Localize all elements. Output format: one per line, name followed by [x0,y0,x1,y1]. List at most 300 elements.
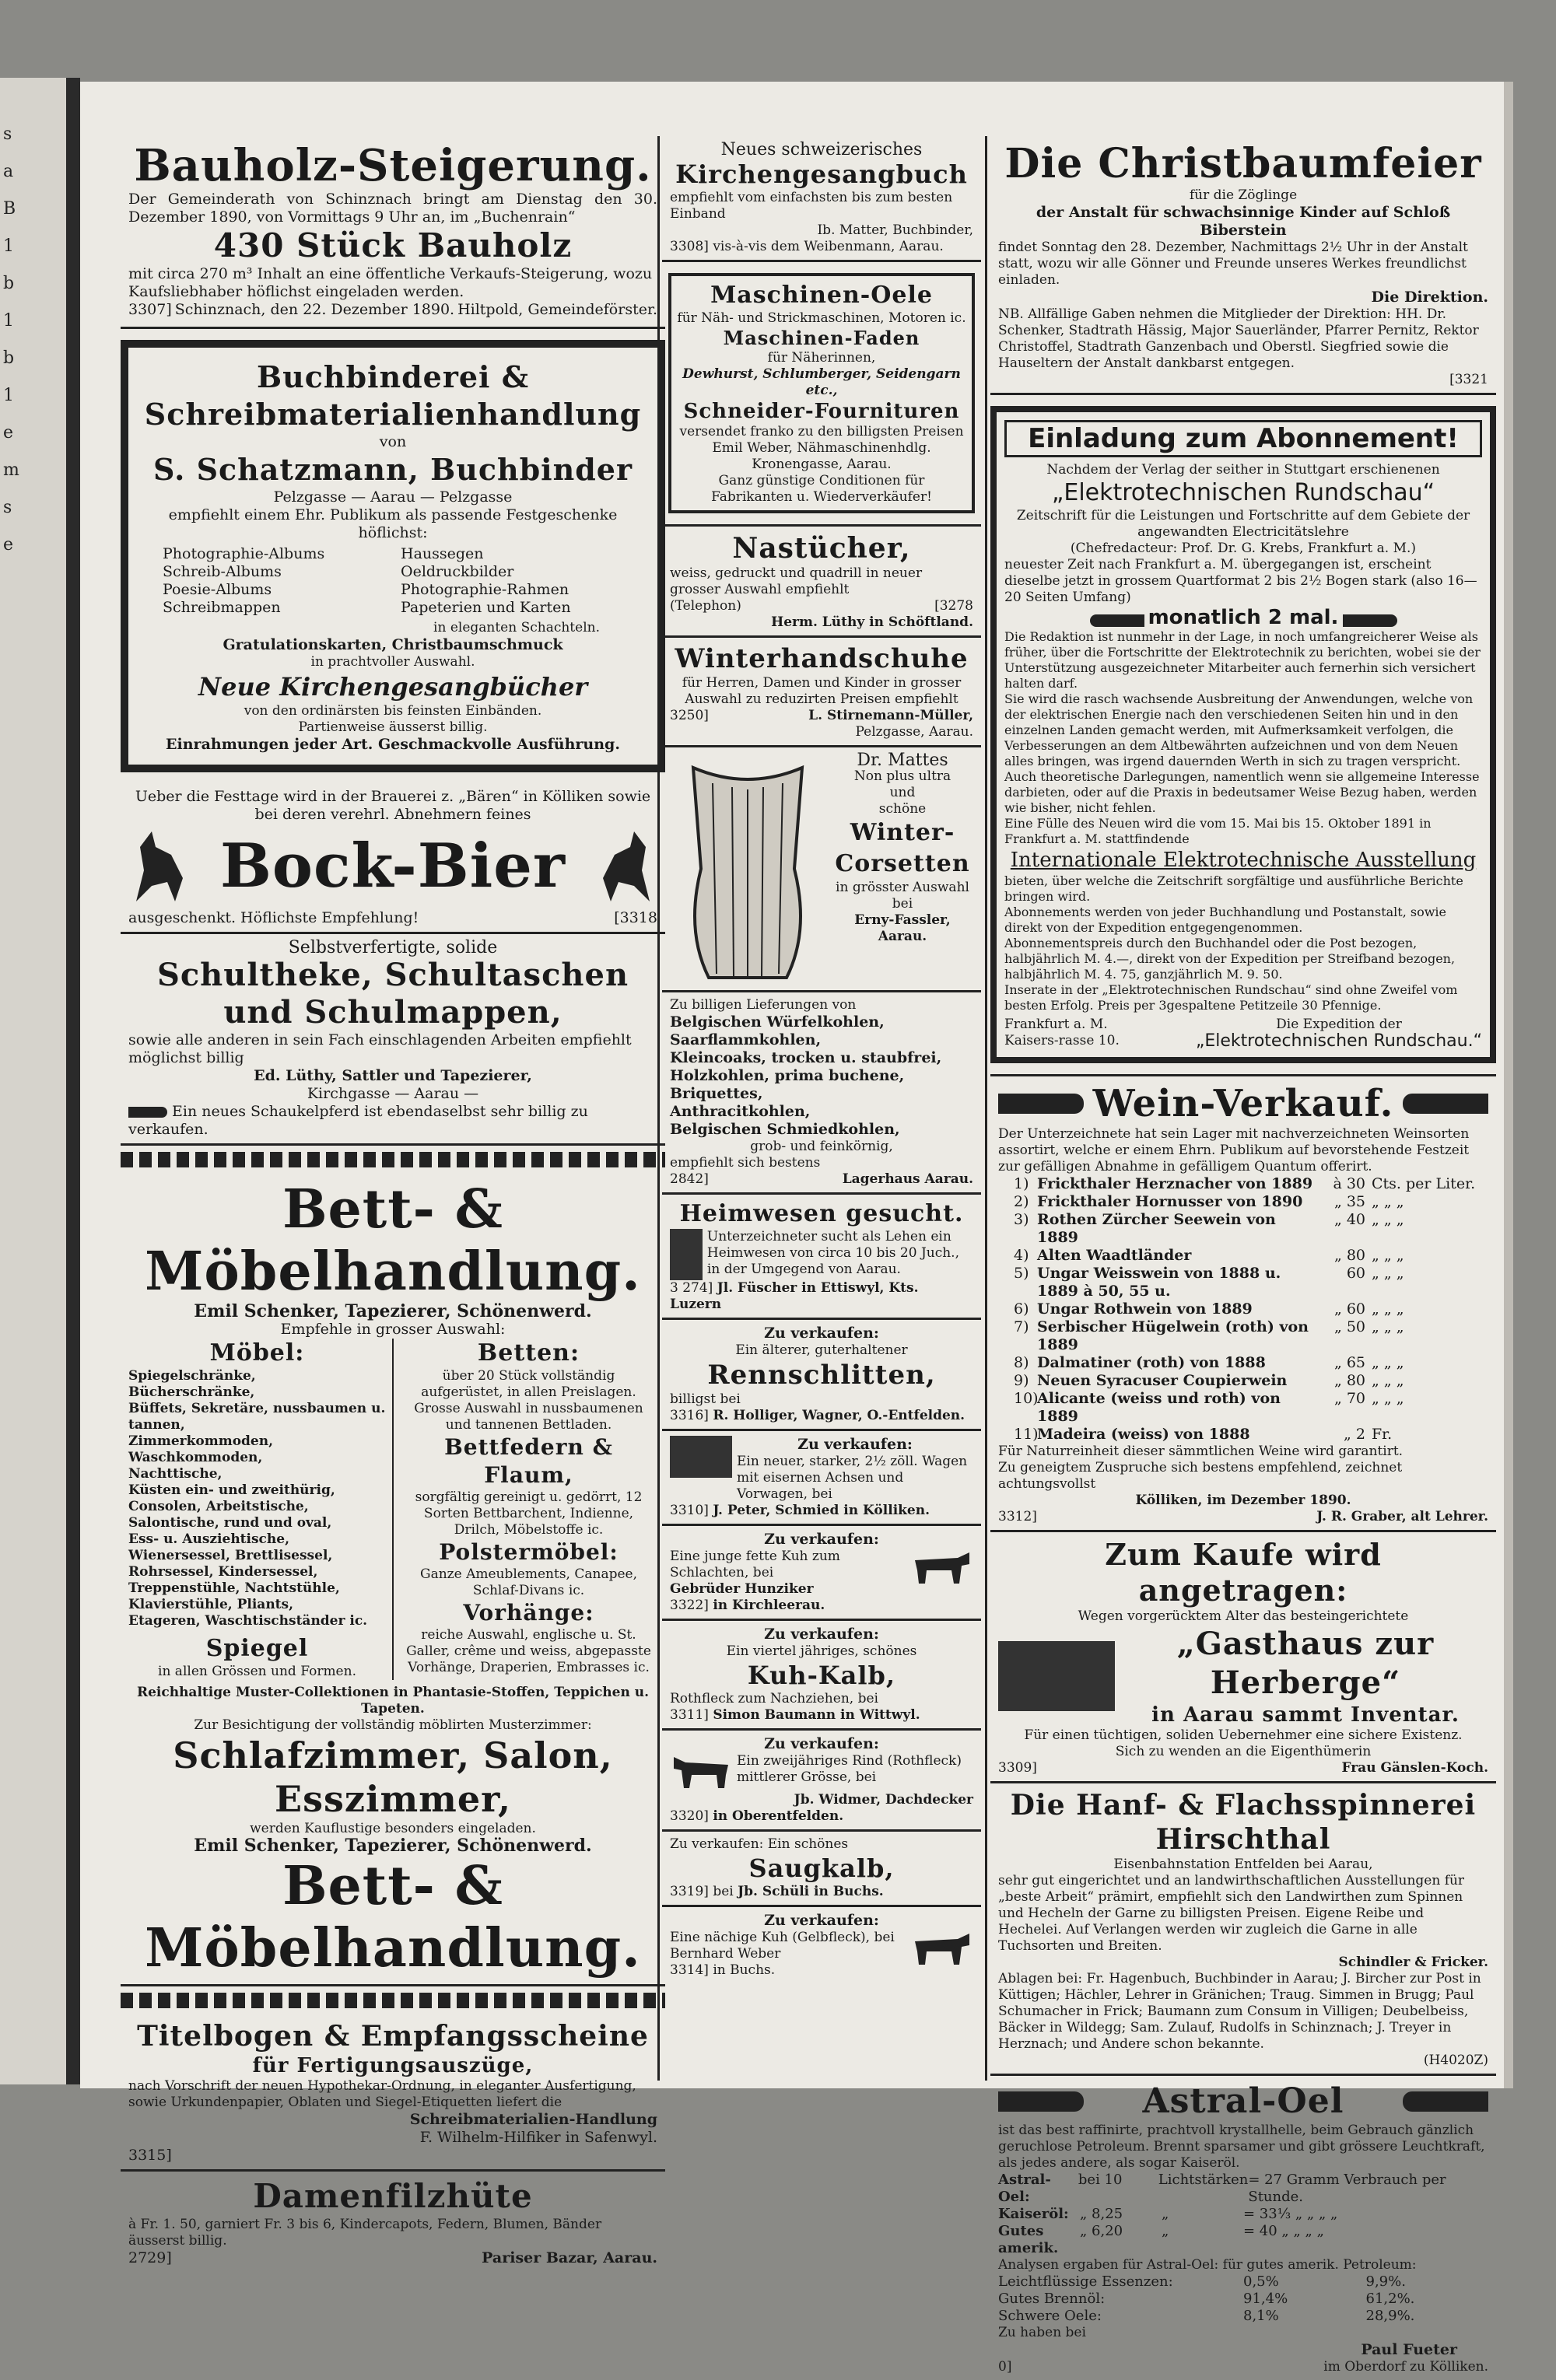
buchbinderei-line3: Einrahmungen jeder Art. Geschmackvolle Ausführung. [166,736,620,753]
rundschau-address: Kaisers-rasse 10. [1004,1033,1120,1048]
rundschau-text3: Die Redaktion ist nunmehr in der Lage, in noch umfangreicherer Weise als früher, über die Fortschritte der Elektrotechnik zu berichten, wobei sie der Unterstützung ausgezeichneter Mitarbeiter auch fernerhin sich versichert halten darf. [1004,629,1481,691]
moebel-name2: Emil Schenker, Tapezierer, Schönenwerd. [194,1836,592,1856]
wein-row-price: „ 60 [1333,1300,1365,1318]
margin-letter: e [3,423,14,443]
maschinenoele-text1: für Näh- und Strickmaschinen, Motoren ic. [677,310,966,326]
kohlen-text2: empfiehlt sich bestens [670,1155,821,1171]
maschinenoele-title: Maschinen-Oele [710,282,933,309]
herberge-text2: in Aarau sammt Inventar. [1151,1703,1460,1727]
rundschau-headline2: monatlich 2 mal. [1148,606,1339,629]
kohlen-ref: 2842] [670,1171,709,1187]
astral-cell: 8,1% [1243,2308,1279,2324]
wein-row-unit: „ „ „ [1372,1211,1404,1228]
kuh-heading: Zu verkaufen: [764,1531,879,1548]
rundschau-headline3: Internationale Elektrotechnische Ausstellung [1010,849,1477,872]
titelbogen-shop: Schreibmaterialien-Handlung [409,2111,657,2128]
buchbinderei-line1b: in prachtvoller Auswahl. [310,654,475,670]
corsetten-text2: und [889,785,916,800]
column-2 [662,136,981,2081]
rundschau-text8: Abonnementspreis durch den Buchhandel oder die Post bezogen, halbjährlich M. 4.—, direkt von der Expedition per Streifband bezogen, halbjährlich M. 4. 75, ganzjährlich M. 9. 50. [1004,936,1456,982]
wein-row-number: 8) [1014,1354,1029,1371]
astral-title: Astral-Oel [1142,2081,1344,2121]
titelbogen-name: F. Wilhelm-Hilfiker in Safenwyl. [419,2129,657,2146]
wein-row-name: Alicante (weiss und roth) von 1889 [1037,1390,1281,1425]
ad-damenfilz [121,2172,665,2272]
ad-herberge [990,1532,1496,1783]
moebel-item: Küsten ein- und zweithürig, [128,1482,335,1498]
astral-cell: = 40 „ „ „ „ [1243,2223,1324,2239]
kirchengesang-title: Kirchengesangbuch [675,159,968,189]
herberge-headline: „Gasthaus zur Herberge“ [1176,1626,1435,1701]
schultheke-title2: und Schulmappen, [223,994,562,1031]
winterhandschuhe-ref: 3250] [670,708,709,723]
hirschthal-ref: (H4020Z) [1423,2053,1488,2068]
hirschthal-sub: Eisenbahnstation Entfelden bei Aarau, [1113,1857,1373,1872]
rundschau-headline: „Elektrotechnischen Rundschau“ [1051,479,1435,506]
wein-row-price: „ 35 [1333,1193,1365,1210]
corsetten-title: Winter-Corsetten [835,819,970,877]
buchbinderei-item: Poesie-Albums [163,581,272,598]
nastuecher-text: weiss, gedruckt und quadrill in neuer grosser Auswahl empfiehlt [670,565,923,597]
wein-row-unit: „ „ „ [1372,1300,1404,1318]
rind-heading: Zu verkaufen: [764,1735,879,1752]
herberge-text3: Für einen tüchtigen, soliden Uebernehmer eine sichere Existenz. [1024,1727,1463,1743]
wein-text: Der Unterzeichnete hat sein Lager mit nachverzeichneten Weinsorten assortirt, welche er einem Ehrn. Publikum auf bevorstehende Festzeit zur gefälligen Abnahme in gefälligem Quantum offerirt. [998,1126,1470,1174]
wein-row-number: 7) [1014,1318,1029,1335]
moebel-col-right-text3: sorgfältig gereinigt u. gedörrt, 12 Sorten Bettbarchent, Indienne, Drilch, Möbelstoffe ic. [415,1489,643,1538]
saugkalb-name: Jb. Schüli in Buchs. [738,1884,884,1899]
wein-text3: Zu geneigtem Zuspruche sich bestens empfehlend, zeichnet achtungsvollst [998,1460,1403,1492]
rennschlitten-name: R. Holliger, Wagner, O.-Entfelden. [713,1408,965,1423]
astral-text3: Zu haben bei [998,2325,1086,2340]
maschinenoele-address: Kronengasse, Aarau. [752,457,892,472]
wein-row-name: Dalmatiner (roth) von 1888 [1037,1354,1266,1371]
moebel-line1: Reichhaltige Muster-Collektionen in Phantasie-Stoffen, Teppichen u. Tapeten. [136,1685,650,1717]
maschinenoele-text3: versendet franko zu den billigsten Preisen [679,424,964,439]
buchbinderei-item: Papeterien und Karten [401,599,571,616]
moebel-col-right-title4: Vorhänge: [463,1600,594,1626]
wein-row-unit: „ „ „ [1372,1193,1404,1210]
astral-cell: „ 6,20 [1080,2223,1123,2239]
ad-heimwesen [662,1195,981,1320]
rennschlitten-text: Ein älterer, guterhaltener [735,1342,908,1358]
damenfilz-text: à Fr. 1. 50, garniert Fr. 3 bis 6, Kindercapots, Federn, Blumen, Bänder äusserst billig. [128,2217,602,2249]
astral-row [998,2172,1488,2206]
goat-left-icon [128,824,191,909]
moebel-col-left-title: Möbel: [209,1339,305,1367]
schultheke-intro: Selbstverfertigte, solide [288,938,498,957]
wein-row-unit: „ „ „ [1372,1247,1404,1264]
wein-row-name: Frickthaler Herznacher von 1889 [1037,1175,1313,1192]
bauholz-text: Der Gemeinderath von Schinznach bringt am Dienstag den 30. Dezember 1890, von Vormittags 9 Uhr an, im „Buchenrain“ [128,191,657,226]
moebel-item: Treppenstühle, Nachtstühle, [128,1580,340,1596]
maschinenoele-title2: Maschinen-Faden [723,327,920,349]
rind-name: Jb. Widmer, Dachdecker [794,1792,973,1808]
margin-letter: a [3,162,14,181]
maschinenoele-text2: für Näherinnen, [767,350,876,366]
wein-row [1014,1318,1488,1354]
moebel-col-right-title2: Bettfedern & Flaum, [444,1434,613,1488]
nastuecher-ref: [3278 [934,598,973,614]
ad-titelbogen [121,2014,665,2172]
schultheke-note: Ein neues Schaukelpferd ist ebendaselbst sehr billig zu verkaufen. [128,1103,588,1138]
moebel-item: Wienersessel, Brettlisessel, [128,1548,333,1563]
schultheke-title1: Schultheke, Schultaschen [156,957,629,993]
house-icon [670,1229,703,1280]
maschinenoele-brands: Dewhurst, Schlumberger, Seidengarn etc., [682,366,961,398]
wagen-heading: Zu verkaufen: [797,1436,913,1453]
nastuecher-telefon: (Telephon) [670,598,741,614]
maschinenoele-name: Emil Weber, Nähmaschinenhdlg. [712,440,931,456]
column-rule-2 [985,136,987,2081]
margin-letter: 1 [3,236,14,256]
wein-row-unit: Fr. [1372,1426,1393,1443]
wein-row [1014,1300,1488,1318]
astral-cell: Kaiseröl: [998,2206,1069,2222]
kuh2-place: in Buchs. [713,1962,776,1978]
wein-row [1014,1211,1488,1247]
wein-row [1014,1193,1488,1211]
wein-title: Wein-Verkauf. [1092,1082,1394,1125]
wein-row-unit: „ „ „ [1372,1354,1404,1371]
moebel-item: Etageren, Waschtischständer ic. [128,1613,368,1629]
moebel-title2: Bett- & Möbelhandlung. [145,1855,641,1979]
margin-letter: b [3,274,15,293]
buchbinderei-intro: empfiehlt einem Ehr. Publikum als passende Festgeschenke höflichst: [168,506,618,541]
herberge-title: Zum Kaufe wird angetragen: [1105,1537,1382,1608]
moebel-col-right-text1: über 20 Stück vollständig aufgerüstet, in allen Preislagen. [421,1368,636,1400]
hirschthal-text2: Ablagen bei: Fr. Hagenbuch, Buchbinder in Aarau; J. Bircher zur Post in Küttigen; Hächler, Lehrer in Gränichen; Traug. Simmen in Brugg; Paul Schumacher in Frick; Baumann zum Consum in Villigen; Deubelbeiss, Bäcker in Wildegg; Sam. Zulauf, Rudolfs in Schinznach; J. Treyer in Herznach; und Andere schon bekannte. [998,1971,1481,2052]
bockbier-title: Bock-Bier [220,831,566,901]
rennschlitten-ref: 3316] [670,1408,709,1423]
bauholz-headline: 430 Stück Bauholz [213,226,573,264]
schultheke-address: Kirchgasse — Aarau — [307,1085,479,1102]
christbaum-sign: Die Direktion. [1371,289,1488,306]
kuh2-name: Bernhard Weber [670,1946,781,1962]
moebel-col-right-text2: Grosse Auswahl in nussbaumenen und tannenen Bettladen. [414,1401,643,1433]
heimwesen-name: Jl. Füscher in Ettiswyl, Kts. Luzern [670,1280,919,1312]
kuhkalb-heading: Zu verkaufen: [764,1626,879,1643]
rundschau-text5: Eine Fülle des Neuen wird die vom 15. Mai bis 15. Oktober 1891 in Frankfurt a. M. stattfindende [1004,816,1432,846]
kirchengesang-ref: 3308] [670,239,709,254]
kohlen-intro: Zu billigen Lieferungen von [670,997,857,1013]
moebel-col-right-title3: Polstermöbel: [439,1539,619,1565]
astral-cell: Gutes amerik. [998,2223,1059,2256]
moebel-item: Nachttische, [128,1466,223,1482]
bauholz-signature: Hiltpold, Gemeindeförster. [457,301,657,318]
astral-cell: = 33⅓ „ „ „ „ [1243,2206,1338,2222]
ornament-bar-2 [121,1993,665,2008]
pointing-hand-right-icon-3 [998,2091,1084,2112]
moebel-intro: Empfehle in grosser Auswahl: [280,1321,506,1338]
astral-cell: Schwere Oele: [998,2308,1102,2324]
ad-winterhandschuhe [662,638,981,747]
ad-kuhkalb [662,1621,981,1731]
pointing-hand-right-icon-2 [998,1094,1084,1114]
wein-row-number: 1) [1014,1175,1029,1192]
christbaum-note: NB. Allfällige Gaben nehmen die Mitglieder der Direktion: HH. Dr. Schenker, Stadtrath Hässig, Major Sauerländer, Pfarrer Pernitz, Rektor Christoffel, Stadtrath Ganzenbach und Oberstl. Siegfried sowie die Hauseltern der Anstalt dankbarst entgegen. [998,306,1479,371]
moebel-title: Bett- & Möbelhandlung. [145,1178,641,1303]
astral-comparison-table [998,2172,1488,2257]
scan-left-edge [66,78,80,2084]
wein-row-price: „ 50 [1333,1318,1365,1335]
buchbinderei-address: Pelzgasse — Aarau — Pelzgasse [273,488,513,506]
christbaum-title: Die Christbaumfeier [1004,140,1482,187]
buchbinderei-von: von [379,433,407,450]
newspaper-page [80,82,1504,2375]
wagen-name: J. Peter, Schmied in Kölliken. [713,1503,930,1518]
moebel-col-right-text4: Ganze Ameublements, Canapee, Schlaf-Divans ic. [420,1566,637,1598]
ad-kuh [662,1526,981,1621]
corsetten-place: Aarau. [878,929,927,944]
wein-place: Kölliken, im Dezember 1890. [1135,1493,1351,1508]
buchbinderei-line1: Gratulationskarten, Christbaumschmuck [223,636,563,653]
cow-icon-2 [911,1930,973,1969]
ad-moebel [121,1174,665,1986]
astral-place: im Oberdorf zu Kölliken. [1323,2359,1488,2375]
christbaum-sub: für die Zöglinge [1189,187,1298,203]
moebel-col-right-title: Betten: [477,1339,580,1367]
column-3 [990,136,1496,2375]
wein-row [1014,1175,1488,1193]
rundschau-sub: Zeitschrift für die Leistungen und Fortschritte auf dem Gebiete der angewandten Electricitätslehre [1016,508,1470,540]
scan-right-edge [1504,82,1513,2088]
ad-hirschthal [990,1783,1496,2076]
rundschau-text6: bieten, über welche die Zeitschrift sorgfältige und ausführliche Berichte bringen wird. [1004,873,1463,904]
kohlen-item: Anthracitkohlen, [670,1103,811,1120]
wein-row [1014,1426,1488,1444]
wein-row-unit: „ „ „ [1372,1265,1404,1282]
rundschau-editor: (Chefredacteur: Prof. Dr. G. Krebs, Frankfurt a. M.) [1070,541,1417,556]
astral-text: ist das best raffinirte, prachtvoll krystallhelle, beim Gebrauch gänzlich geruchlose Petroleum. Brennt sparsamer und gibt grössere Leuchtkraft, als jedes andere, als sogar Kaiseröl. [998,2123,1485,2171]
corsetten-seller: Erny-Fassler, [854,912,951,928]
wein-row-price: „ 2 [1344,1426,1365,1443]
goat-right-icon [595,824,657,909]
wagen-text: Ein neuer, starker, 2½ zöll. Wagen mit eisernen Achsen und Vorwagen, bei [737,1454,968,1502]
ad-christbaum [990,136,1496,395]
wein-row-name: Madeira (weiss) von 1888 [1037,1426,1250,1443]
buchbinderei-item: Schreibmappen [163,599,281,616]
astral-name: Paul Fueter [1361,2341,1457,2358]
bockbier-ref: [3318 [614,909,657,926]
corsetten-text4: in grösster Auswahl bei [836,880,969,912]
damenfilz-ref: 2729] [128,2249,172,2266]
titelbogen-text: nach Vorschrift der neuen Hypothekar-Ordnung, in eleganter Ausfertigung, sowie Urkundenpapier, Oblaten und Siegel-Etiquetten liefert die [128,2078,636,2110]
rundschau-sign: Die Expedition der [1276,1017,1402,1032]
kirchengesang-name: Ib. Matter, Buchbinder, [817,222,973,238]
kohlen-items [670,1013,973,1139]
rind-ref: 3320] [670,1808,709,1824]
astral-cell: Astral-Oel: [998,2172,1051,2205]
kuhkalb-text: Ein viertel jähriges, schönes [726,1643,917,1659]
rundschau-title: Einladung zum Abonnement! [1004,420,1482,457]
astral-analysis-row [998,2273,1488,2291]
wein-row-number: 3) [1014,1211,1029,1228]
kohlen-text: grob- und feinkörnig, [750,1139,893,1154]
wagen-ref: 3310] [670,1503,709,1518]
moebel-col-right-text5: reiche Auswahl, englische u. St. Galler, crême und weiss, abgepasste Vorhänge, Draperien, Embrasses ic. [406,1627,651,1675]
heimwesen-ref: 3 274] [670,1280,713,1296]
kuh-place: in Kirchleerau. [713,1598,825,1613]
wein-row-price: „ 65 [1333,1354,1365,1371]
wein-row [1014,1247,1488,1265]
wein-row-unit: „ „ „ [1372,1372,1404,1389]
wein-row-name: Ungar Weisswein von 1888 u. 1889 à 50, 55 u. [1037,1265,1281,1300]
wein-row-number: 9) [1014,1372,1029,1389]
ad-kuh2 [662,1907,981,1983]
rundschau-text7: Abonnements werden von jeder Buchhandlung und Postanstalt, sowie direkt von der Expedition entgegengenommen. [1004,905,1446,935]
wagon-icon [670,1436,732,1478]
buchbinderei-frame [121,340,665,772]
astral-cell: 28,9%. [1365,2308,1415,2324]
saugkalb-title: Saugkalb, [748,1853,895,1883]
buchbinderei-item: Photographie-Albums [163,545,325,562]
astral-cell: 61,2%. [1365,2291,1415,2307]
herberge-text: Wegen vorgerücktem Alter das besteingerichtete [1078,1608,1409,1624]
kuh-name: Gebrüder Hunziker [670,1581,814,1597]
wein-row [1014,1372,1488,1390]
kohlen-item: Saarflammkohlen, [670,1031,822,1048]
pointing-hand-right-icon [1343,614,1397,627]
astral-analysis-row [998,2308,1488,2325]
buchbinderei-line2b: Partienweise äusserst billig. [298,719,488,735]
buchbinderei-title: Buchbinderei & Schreibmaterialienhandlung [144,359,642,432]
wein-row-price: „ 80 [1333,1247,1365,1264]
bauholz-place-date: Schinznach, den 22. Dezember 1890. [174,301,455,318]
titelbogen-sub: für Fertigungsauszüge, [252,2054,534,2077]
astral-row [998,2223,1488,2257]
astral-row [998,2206,1488,2223]
column-1 [121,136,665,2266]
ad-kirchengesang [662,136,981,262]
rundschau-place: Frankfurt a. M. [1004,1017,1108,1032]
ad-saugkalb [662,1832,981,1907]
moebel-col-left-line: in allen Grössen und Formen. [158,1664,356,1679]
kohlen-item: Belgischen Schmiedkohlen, [670,1121,900,1138]
kohlen-item: Kleincoaks, trocken u. staubfrei, [670,1049,942,1066]
corsetten-text1: Non plus ultra [853,768,951,784]
margin-letter: s [3,124,12,144]
buchbinderei-items-right [401,545,623,617]
ad-astral [990,2076,1496,2380]
bauholz-ref: 3307] [128,301,172,318]
damenfilz-title: Damenfilzhüte [253,2177,533,2215]
christbaum-ref: [3321 [1449,372,1488,387]
astral-cell: 91,4% [1243,2291,1288,2307]
rennschlitten-heading: Zu verkaufen: [764,1325,879,1342]
buchbinderei-name: S. Schatzmann, Buchbinder [153,452,633,487]
astral-cell: 0,5% [1243,2273,1279,2290]
moebel-item: Rohrsessel, Kindersessel, [128,1564,318,1580]
wein-text2: Für Naturreinheit dieser sämmtlichen Weine wird garantirt. [998,1444,1404,1459]
bauholz-title: Bauholz-Steigerung. [134,140,652,191]
kuhkalb-text2: Rothfleck zum Nachziehen, bei [670,1691,878,1706]
bockbier-text: Ueber die Festtage wird in der Brauerei z. „Bären“ in Kölliken sowie bei deren verehrl. Abnehmern feines [135,788,651,823]
buchbinderei-headline2: Neue Kirchengesangbücher [198,672,588,702]
rundschau-text: Nachdem der Verlag der seither in Stuttgart erschienenen [1046,462,1440,478]
moebel-item: Salontische, rund und oval, [128,1515,332,1531]
ad-nastuecher [662,527,981,638]
astral-cell: bei 10 [1078,2172,1123,2188]
pointing-hand-left-icon [1090,614,1144,627]
astral-cell: Gutes Brennöl: [998,2291,1106,2307]
cattle-icon [670,1753,732,1792]
winterhandschuhe-name: L. Stirnemann-Müller, [808,708,973,723]
ad-buchbinderei [121,329,665,783]
wein-row-price: „ 40 [1333,1211,1365,1228]
titelbogen-title: Titelbogen & Empfangsscheine [137,2020,649,2053]
schultheke-name: Ed. Lüthy, Sattler und Tapezierer, [254,1067,532,1084]
herberge-text4: Sich zu wenden an die Eigenthümerin [1115,1744,1372,1759]
rennschlitten-text2: billigst bei [670,1391,741,1407]
winterhandschuhe-title: Winterhandschuhe [675,643,969,674]
moebel-headline: Schlafzimmer, Salon, Esszimmer, [173,1734,613,1820]
moebel-item: Consolen, Arbeitstische, [128,1499,309,1514]
column-rule-1 [657,136,660,2081]
herberge-name: Frau Gänslen-Koch. [1341,1760,1488,1776]
hirschthal-text: sehr gut eingerichtet und an landwirthschaftlichen Ausstellungen für „beste Arbeit“ prämirt, empfiehlt sich den Landwirthen zum Spinnen und Hecheln der Garne zu billigsten Preisen. Eigene Reibe und Hechelei. Auf Verlangen werden wir zugleich die Garne in alle Tuchsorten und Breiten. [998,1873,1465,1954]
winterhandschuhe-text: für Herren, Damen und Kinder in grosser Auswahl zu reduzirten Preisen empfiehlt [682,675,962,707]
wein-row-number: 5) [1014,1265,1029,1282]
ad-rind [662,1731,981,1832]
wein-row-unit: „ „ „ [1372,1318,1404,1335]
wein-row-price: „ 70 [1333,1390,1365,1407]
kohlen-name: Lagerhaus Aarau. [842,1171,973,1187]
wein-row-price: à 30 [1333,1175,1365,1192]
saugkalb-ref: 3319] [670,1884,709,1899]
margin-letter: B [3,199,16,219]
kuh2-text: Eine nächige Kuh (Gelbfleck), bei [670,1930,895,1945]
astral-cell: 9,9%. [1365,2273,1406,2290]
moebel-item: Ess- u. Ausziehtische, [128,1531,290,1547]
kuhkalb-name: Simon Baumann in Wittwyl. [713,1707,920,1723]
kuh2-heading: Zu verkaufen: [764,1912,879,1929]
pointing-hand-icon [128,1107,167,1118]
astral-analysis-table [998,2273,1488,2325]
wein-row-name: Frickthaler Hornusser von 1890 [1037,1193,1303,1210]
rundschau-sign2: „Elektrotechnischen Rundschau.“ [1195,1031,1482,1051]
rind-text: Ein zweijähriges Rind (Rothfleck) mittlerer Grösse, bei [737,1753,962,1785]
margin-letter: 1 [3,386,14,405]
moebel-line3: werden Kauflustige besonders eingeladen. [250,1821,536,1836]
kohlen-item: Belgischen Würfelkohlen, [670,1013,885,1031]
kirchengesang-intro: Neues schweizerisches [720,140,923,159]
astral-text2: Analysen ergaben für Astral-Oel: für gutes amerik. Petroleum: [998,2257,1417,2273]
moebel-col-left-title2: Spiegel [205,1635,309,1662]
wein-row-number: 10) [1014,1390,1039,1407]
rennschlitten-title: Rennschlitten, [707,1360,936,1391]
moebel-item: Spiegelschränke, Bücherschränke, [128,1368,256,1400]
ad-maschinenoele [662,262,981,527]
margin-letter: m [3,460,19,480]
buchbinderei-items-left [163,545,385,617]
buchbinderei-item: Oeldruckbilder [401,563,514,580]
ad-kohlen [662,992,981,1195]
pointing-hand-left-icon-3 [1403,2091,1488,2112]
buchbinderei-item: Schreib-Albums [163,563,282,580]
rind-place: in Oberentfelden. [713,1808,844,1824]
ad-rundschau [990,395,1496,1076]
astral-cell: Lichtstärken [1158,2172,1249,2188]
wein-row-unit: Cts. per Liter. [1372,1175,1476,1192]
bockbier-text2: ausgeschenkt. Höflichste Empfehlung! [128,909,419,926]
wein-row-name: Serbischer Hügelwein (roth) von 1889 [1037,1318,1309,1353]
pointing-hand-left-icon-2 [1403,1094,1488,1114]
corset-illustration-icon [670,752,825,985]
buchbinderei-item: Photographie-Rahmen [401,581,569,598]
ad-rennschlitten [662,1320,981,1431]
christbaum-text: findet Sonntag den 28. Dezember, Nachmittags 2½ Uhr in der Anstalt statt, wozu wir alle Gönner und Freunde unseres Werkes freundlichst einladen. [998,240,1468,288]
